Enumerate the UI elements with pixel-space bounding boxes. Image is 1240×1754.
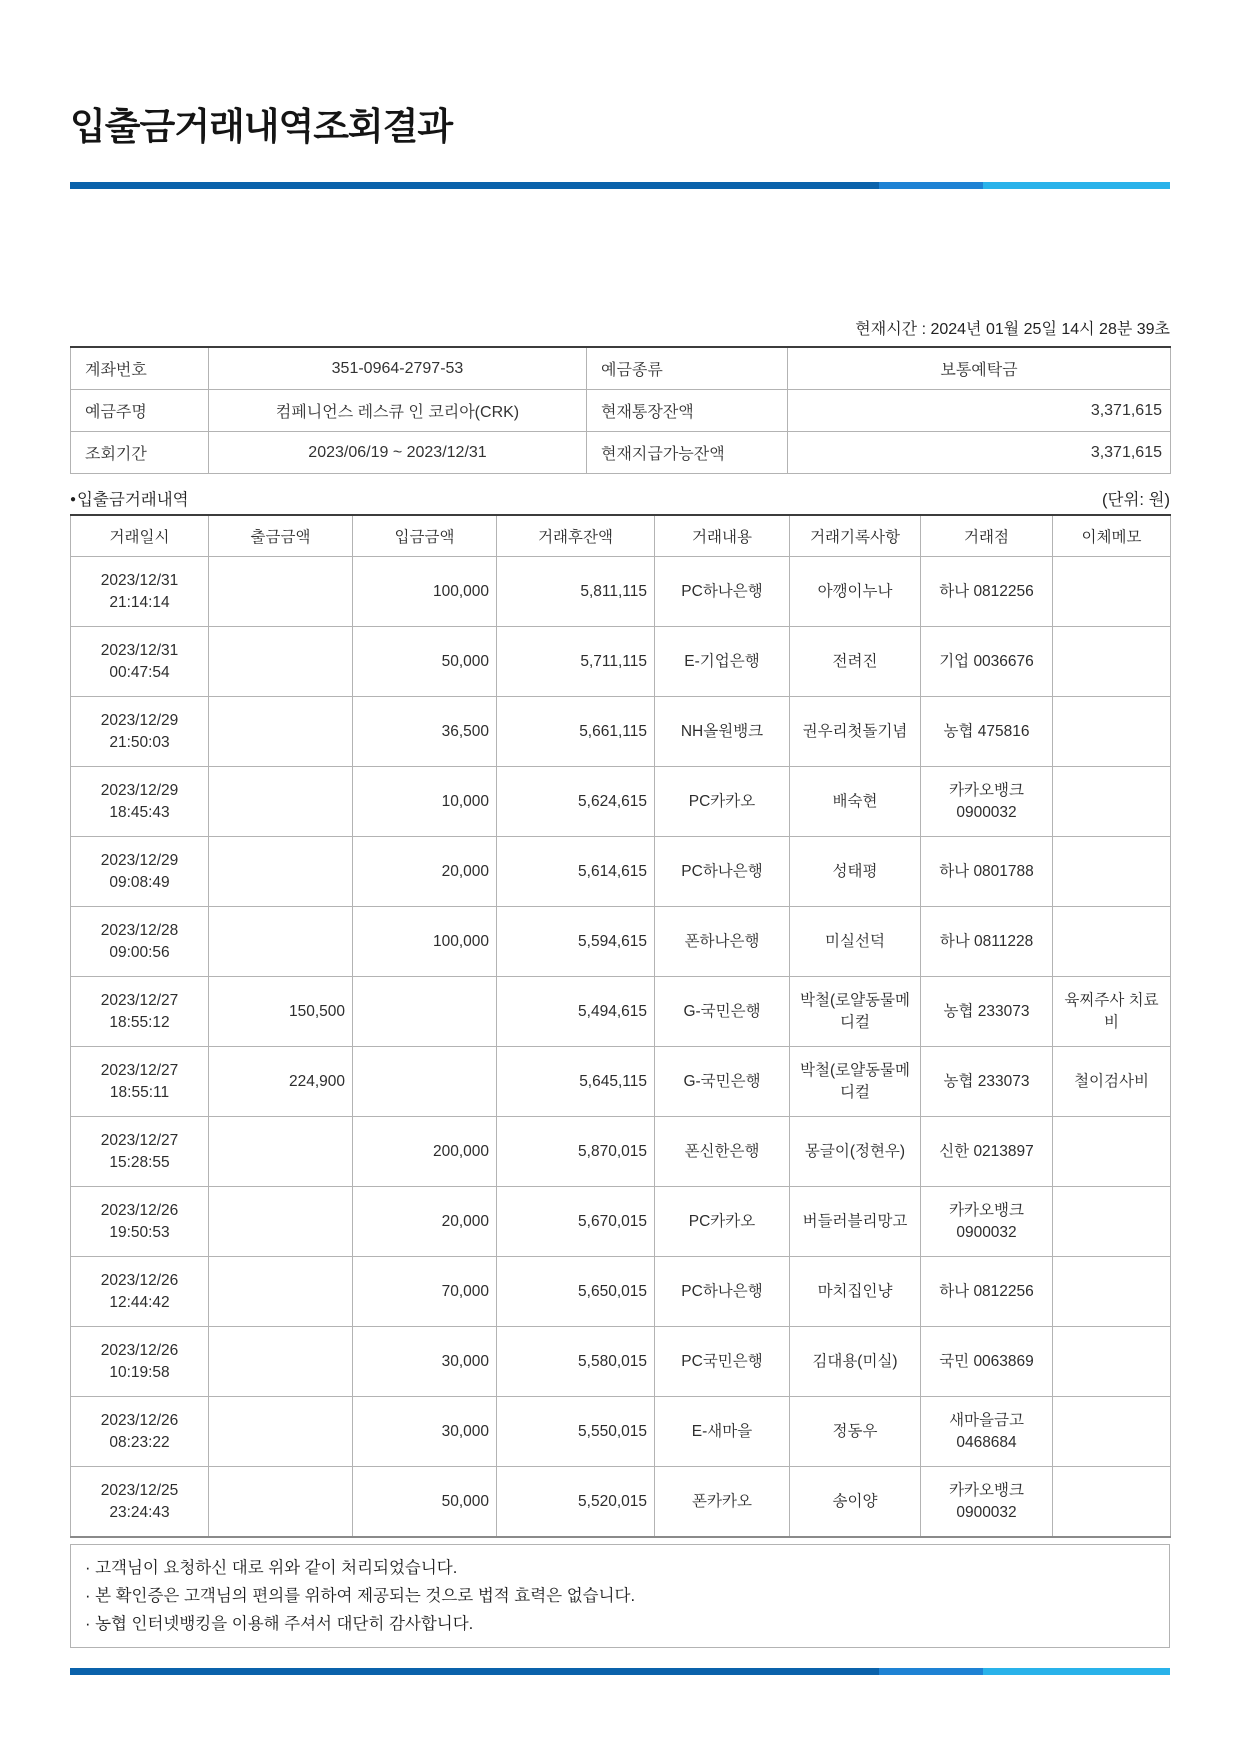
balance-after: 5,711,115 [497, 627, 655, 697]
withdrawal-amount [209, 697, 353, 767]
transaction-type: PC국민은행 [655, 1327, 790, 1397]
transaction-record: 버들러블리망고 [790, 1187, 921, 1257]
account-field-value: 컴페니언스 레스큐 인 코리아(CRK) [209, 390, 587, 432]
transaction-time: 18:55:12 [109, 1013, 170, 1031]
deposit-amount: 30,000 [353, 1397, 497, 1467]
transaction-record: 권우리첫돌기념 [790, 697, 921, 767]
withdrawal-amount [209, 1117, 353, 1187]
transaction-type: PC하나은행 [655, 837, 790, 907]
transaction-row [71, 1467, 1171, 1538]
section-title-label: 입출금거래내역 [77, 491, 189, 509]
withdrawal-amount [209, 1187, 353, 1257]
transaction-branch: 하나 0812256 [921, 557, 1053, 627]
balance-after: 5,645,115 [497, 1047, 655, 1117]
transaction-time: 15:28:55 [109, 1153, 170, 1171]
column-header: 거래기록사항 [790, 515, 921, 557]
transaction-time: 23:24:43 [109, 1503, 170, 1521]
transaction-datetime [71, 1047, 209, 1117]
transaction-branch: 농협 233073 [921, 1047, 1053, 1117]
balance-after: 5,670,015 [497, 1187, 655, 1257]
transfer-memo [1053, 767, 1171, 837]
title-divider [70, 182, 1170, 189]
transactions-table [70, 514, 1171, 1538]
transaction-row [71, 1047, 1171, 1117]
transaction-date: 2023/12/26 [100, 1341, 179, 1359]
transaction-date: 2023/12/25 [100, 1481, 179, 1499]
transfer-memo: 육찌주사 치료비 [1053, 977, 1171, 1047]
column-header: 거래후잔액 [497, 515, 655, 557]
deposit-amount: 20,000 [353, 837, 497, 907]
transaction-date: 2023/12/31 [100, 571, 179, 589]
deposit-amount: 50,000 [353, 627, 497, 697]
account-field-value: 2023/06/19 ~ 2023/12/31 [209, 432, 587, 474]
transaction-date: 2023/12/29 [100, 711, 179, 729]
withdrawal-amount: 150,500 [209, 977, 353, 1047]
transaction-row [71, 1187, 1171, 1257]
transaction-row [71, 977, 1171, 1047]
transaction-record: 미실선덕 [790, 907, 921, 977]
account-field-label: 현재통장잔액 [587, 390, 788, 432]
transaction-datetime [71, 1117, 209, 1187]
transaction-branch: 하나 0811228 [921, 907, 1053, 977]
divider-segment-light [983, 182, 1170, 189]
transaction-record: 송이양 [790, 1467, 921, 1538]
transaction-datetime [71, 557, 209, 627]
withdrawal-amount [209, 627, 353, 697]
deposit-amount: 20,000 [353, 1187, 497, 1257]
transaction-datetime [71, 627, 209, 697]
transaction-branch: 카카오뱅크 0900032 [921, 1467, 1053, 1538]
transaction-date: 2023/12/27 [100, 1061, 179, 1079]
transaction-row [71, 837, 1171, 907]
transaction-time: 21:50:03 [109, 733, 170, 751]
divider-segment-mid [879, 182, 984, 189]
transaction-record: 박철(로얄동물메디컬 [790, 1047, 921, 1117]
transaction-date: 2023/12/28 [100, 921, 179, 939]
transaction-row [71, 1397, 1171, 1467]
account-field-label: 계좌번호 [71, 347, 209, 390]
transaction-row [71, 1117, 1171, 1187]
section-title [70, 486, 189, 510]
transaction-branch: 농협 233073 [921, 977, 1053, 1047]
divider-segment-mid [879, 1668, 984, 1675]
deposit-amount: 100,000 [353, 557, 497, 627]
account-field-value: 351-0964-2797-53 [209, 347, 587, 390]
transaction-type: 폰신한은행 [655, 1117, 790, 1187]
current-time-label: 현재시간 : 2024년 01월 25일 14시 28분 39초 [855, 321, 1170, 338]
transaction-date: 2023/12/27 [100, 1131, 179, 1149]
column-header: 거래내용 [655, 515, 790, 557]
transaction-type: G-국민은행 [655, 1047, 790, 1117]
deposit-amount: 30,000 [353, 1327, 497, 1397]
transaction-branch: 하나 0812256 [921, 1257, 1053, 1327]
footer-note: · 농협 인터넷뱅킹을 이용해 주셔서 대단히 감사합니다. [85, 1615, 474, 1633]
transaction-datetime [71, 1327, 209, 1397]
deposit-amount: 70,000 [353, 1257, 497, 1327]
transfer-memo: 철이검사비 [1053, 1047, 1171, 1117]
transaction-branch: 하나 0801788 [921, 837, 1053, 907]
transaction-branch: 농협 475816 [921, 697, 1053, 767]
deposit-amount: 36,500 [353, 697, 497, 767]
transaction-row [71, 1327, 1171, 1397]
footer-note: · 고객님이 요청하신 대로 위와 같이 처리되었습니다. [85, 1559, 458, 1577]
column-header: 거래일시 [71, 515, 209, 557]
balance-after: 5,580,015 [497, 1327, 655, 1397]
balance-after: 5,550,015 [497, 1397, 655, 1467]
transaction-record: 김대용(미실) [790, 1327, 921, 1397]
transfer-memo [1053, 1187, 1171, 1257]
transaction-time: 18:45:43 [109, 803, 170, 821]
transaction-datetime [71, 1397, 209, 1467]
transaction-datetime [71, 977, 209, 1047]
transfer-memo [1053, 1467, 1171, 1538]
account-field-value: 3,371,615 [788, 432, 1171, 474]
divider-segment-light [983, 1668, 1170, 1675]
account-info-table [70, 346, 1171, 474]
transaction-date: 2023/12/29 [100, 851, 179, 869]
withdrawal-amount [209, 767, 353, 837]
transaction-type: 폰하나은행 [655, 907, 790, 977]
balance-after: 5,494,615 [497, 977, 655, 1047]
transaction-time: 00:47:54 [109, 663, 170, 681]
transaction-record: 정동우 [790, 1397, 921, 1467]
transaction-record: 박철(로얄동물메디컬 [790, 977, 921, 1047]
transaction-type: PC카카오 [655, 1187, 790, 1257]
deposit-amount [353, 1047, 497, 1117]
bullet-icon: ● [70, 494, 77, 505]
account-field-value: 3,371,615 [788, 390, 1171, 432]
transaction-time: 18:55:11 [109, 1083, 170, 1101]
transaction-datetime [71, 907, 209, 977]
transaction-row [71, 907, 1171, 977]
deposit-amount: 10,000 [353, 767, 497, 837]
transaction-branch: 카카오뱅크 0900032 [921, 1187, 1053, 1257]
transaction-time: 09:08:49 [109, 873, 170, 891]
balance-after: 5,870,015 [497, 1117, 655, 1187]
footer-notes-box [70, 1544, 1170, 1648]
transaction-date: 2023/12/26 [100, 1201, 179, 1219]
withdrawal-amount: 224,900 [209, 1047, 353, 1117]
transaction-record: 성태평 [790, 837, 921, 907]
transaction-record: 전려진 [790, 627, 921, 697]
transaction-type: E-기업은행 [655, 627, 790, 697]
transfer-memo [1053, 1257, 1171, 1327]
transfer-memo [1053, 627, 1171, 697]
balance-after: 5,811,115 [497, 557, 655, 627]
transaction-row [71, 627, 1171, 697]
transaction-row [71, 1257, 1171, 1327]
transaction-datetime [71, 1467, 209, 1538]
withdrawal-amount [209, 1467, 353, 1538]
transaction-branch: 새마을금고 0468684 [921, 1397, 1053, 1467]
transaction-type: 폰카카오 [655, 1467, 790, 1538]
transfer-memo [1053, 1327, 1171, 1397]
transaction-record: 아깽이누나 [790, 557, 921, 627]
transaction-date: 2023/12/29 [100, 781, 179, 799]
footer-divider [70, 1668, 1170, 1675]
transactions-body [71, 557, 1171, 1538]
account-field-label: 예금주명 [71, 390, 209, 432]
transfer-memo [1053, 1117, 1171, 1187]
transactions-header-row [71, 515, 1171, 557]
withdrawal-amount [209, 907, 353, 977]
withdrawal-amount [209, 1327, 353, 1397]
deposit-amount: 50,000 [353, 1467, 497, 1538]
transfer-memo [1053, 557, 1171, 627]
balance-after: 5,594,615 [497, 907, 655, 977]
transaction-type: G-국민은행 [655, 977, 790, 1047]
account-field-label: 예금종류 [587, 347, 788, 390]
account-info-row [71, 432, 1171, 474]
transaction-row [71, 557, 1171, 627]
transaction-type: NH올원뱅크 [655, 697, 790, 767]
transaction-time: 10:19:58 [109, 1363, 170, 1381]
account-field-value: 보통예탁금 [788, 347, 1171, 390]
balance-after: 5,650,015 [497, 1257, 655, 1327]
transaction-record: 마치집인냥 [790, 1257, 921, 1327]
withdrawal-amount [209, 837, 353, 907]
balance-after: 5,520,015 [497, 1467, 655, 1538]
transfer-memo [1053, 837, 1171, 907]
footer-note: · 본 확인증은 고객님의 편의를 위하여 제공되는 것으로 법적 효력은 없습니다. [85, 1587, 636, 1605]
transaction-branch: 기업 0036676 [921, 627, 1053, 697]
balance-after: 5,661,115 [497, 697, 655, 767]
transaction-type: PC하나은행 [655, 557, 790, 627]
page-title: 입출금거래내역조회결과 [70, 106, 453, 147]
column-header: 이체메모 [1053, 515, 1171, 557]
transaction-datetime [71, 1257, 209, 1327]
transaction-time: 19:50:53 [109, 1223, 170, 1241]
transfer-memo [1053, 1397, 1171, 1467]
transaction-branch: 신한 0213897 [921, 1117, 1053, 1187]
transaction-branch: 카카오뱅크 0900032 [921, 767, 1053, 837]
column-header: 거래점 [921, 515, 1053, 557]
transfer-memo [1053, 697, 1171, 767]
column-header: 출금금액 [209, 515, 353, 557]
transaction-datetime [71, 767, 209, 837]
transaction-datetime [71, 837, 209, 907]
transaction-datetime [71, 1187, 209, 1257]
withdrawal-amount [209, 1257, 353, 1327]
balance-after: 5,624,615 [497, 767, 655, 837]
transaction-time: 08:23:22 [109, 1433, 170, 1451]
transfer-memo [1053, 907, 1171, 977]
divider-segment-dark [70, 1668, 879, 1675]
transaction-date: 2023/12/27 [100, 991, 179, 1009]
deposit-amount: 200,000 [353, 1117, 497, 1187]
column-header: 입금금액 [353, 515, 497, 557]
deposit-amount: 100,000 [353, 907, 497, 977]
account-info-row [71, 347, 1171, 390]
transaction-time: 21:14:14 [109, 593, 170, 611]
unit-label: (단위: 원) [1102, 491, 1170, 509]
transaction-branch: 국민 0063869 [921, 1327, 1053, 1397]
transaction-type: PC하나은행 [655, 1257, 790, 1327]
transaction-date: 2023/12/26 [100, 1411, 179, 1429]
account-info-row [71, 390, 1171, 432]
withdrawal-amount [209, 1397, 353, 1467]
transaction-type: E-새마을 [655, 1397, 790, 1467]
transaction-date: 2023/12/31 [100, 641, 179, 659]
transaction-date: 2023/12/26 [100, 1271, 179, 1289]
transaction-type: PC카카오 [655, 767, 790, 837]
transaction-record: 배숙현 [790, 767, 921, 837]
balance-after: 5,614,615 [497, 837, 655, 907]
transaction-time: 09:00:56 [109, 943, 170, 961]
section-header-row [70, 486, 1170, 510]
transaction-datetime [71, 697, 209, 767]
transaction-row [71, 767, 1171, 837]
account-info-body [71, 347, 1171, 474]
account-field-label: 조회기간 [71, 432, 209, 474]
divider-segment-dark [70, 182, 879, 189]
transaction-time: 12:44:42 [109, 1293, 170, 1311]
transaction-row [71, 697, 1171, 767]
account-field-label: 현재지급가능잔액 [587, 432, 788, 474]
deposit-amount [353, 977, 497, 1047]
transaction-record: 몽글이(정현우) [790, 1117, 921, 1187]
withdrawal-amount [209, 557, 353, 627]
